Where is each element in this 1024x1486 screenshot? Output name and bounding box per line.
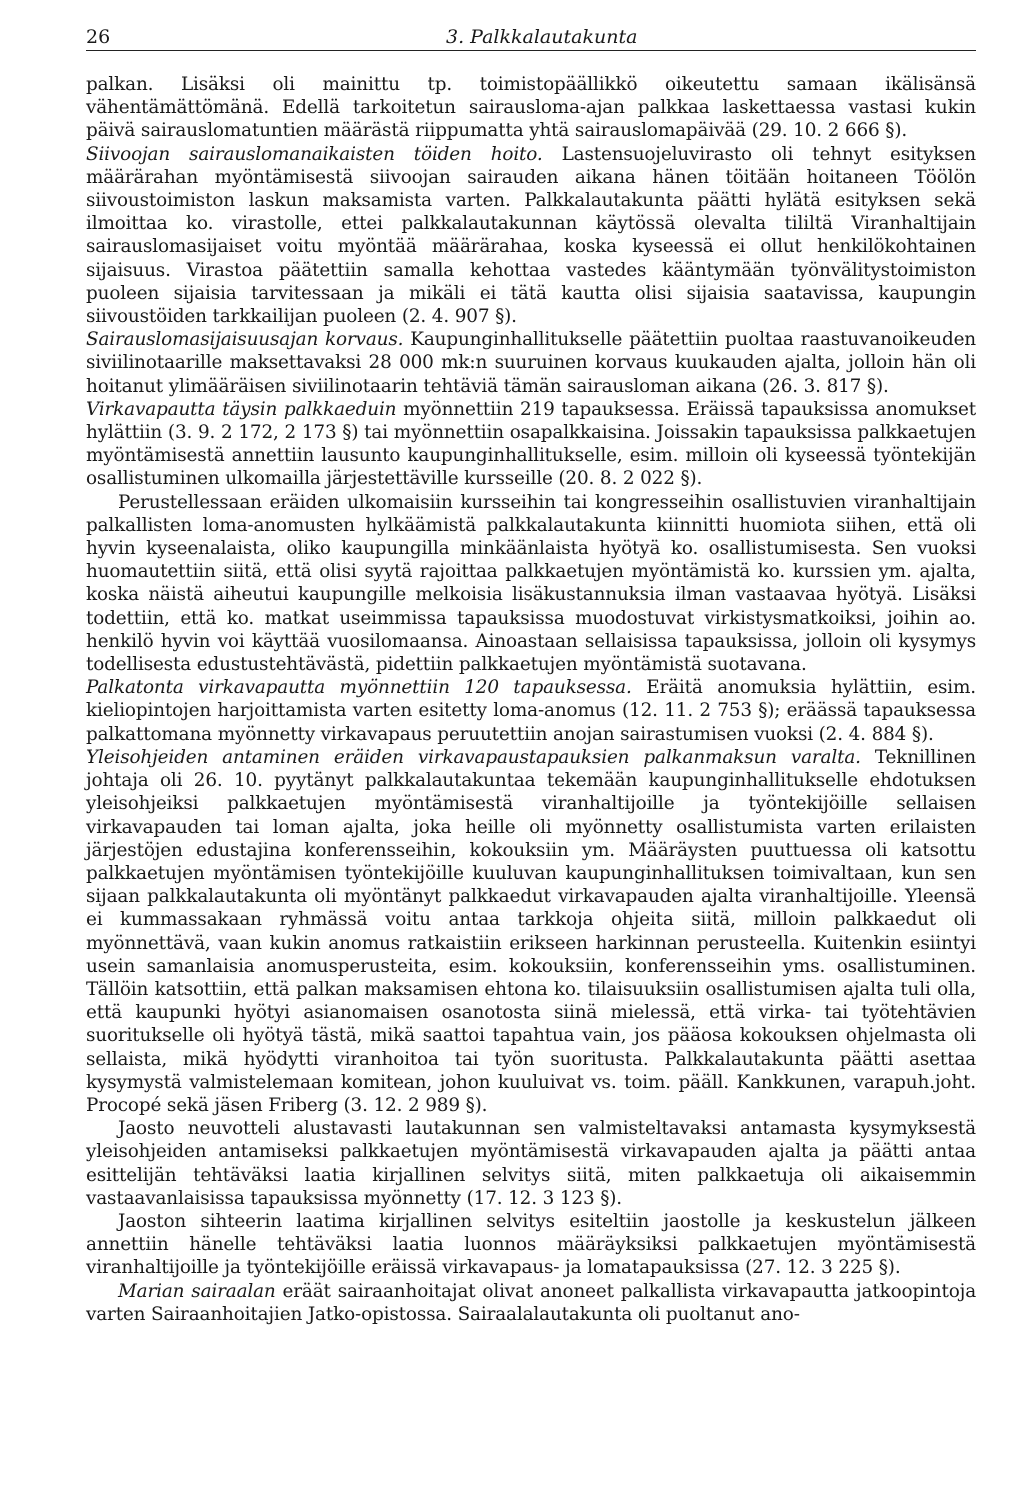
paragraph-6 [86,676,976,746]
paragraph-text: Kaupunginhallitukselle päätettiin puoltaa raastuvanoikeuden siviilinotaarille maksettavaksi 28 000 mk:n suuruinen korvaus kuukauden ajalta, jolloin hän oli hoitanut ylimääräisen siviilinotaarin tehtäviä tämän sairausloman aikana (26. 3. 817 §). [86,329,976,397]
document-page [86,20,976,1326]
paragraph-text: myönnettiin 219 tapauksessa. Eräissä tapauksissa anomukset hylättiin (3. 9. 2 172, 2 173 §) tai myönnettiin osapalkkaisina. Joissakin tapauksissa palkkaetujen myöntämisestä annettiin lausunto kaupunginhallitukselle, esim. milloin oli kyseessä työntekijän osallistuminen ulkomailla järjestettäville kursseille (20. 8. 2 022 §). [86,398,977,490]
paragraph-text: Lastensuojeluvirasto oli tehnyt esityksen määrärahan myöntämisestä siivoojan sairauden aikana hänen töitään hoitaneen Töölön siivoustoimiston laskun maksamista varten. Palkkalautakunta päätti hylätä esityksen sekä ilmoittaa ko. virastolle, ettei palkkalautakunnan käytössä olevalta tililtä Viranhaltijain sairauslomasijaiset voitu myöntää määrärahaa, koska kyseessä ei ollut henkilökohtainen sijaisuus. Virastoa päätettiin samalla kehottaa vastedes kääntymään työnvälitystoimiston puoleen sijaisia tarvitessaan ja mikäli ei tätä kautta olisi sijaisia saatavissa, kaupungin siivoustöiden tarkkailijan puoleen (2. 4. 907 §). [86,143,976,328]
running-title: 3. Palkkalautakunta [446,26,638,48]
paragraph-4 [86,398,976,491]
paragraph-lead: Siivoojan sairauslomanaikaisten töiden hoito. [86,143,543,165]
paragraph-text: Teknillinen johtaja oli 26. 10. pyytänyt palkkalautakuntaa tekemään kaupunginhallitukselle ehdotuksen yleisohjeiksi palkkaetujen myöntämisestä viranhaltijoille ja työntekijöille sellaisen virkavapauden tai loman ajalta, joka heille oli myönnetty osallistumista varten erilaisten järjestöjen edustajina konferensseihin, kokouksiin ym. Määräysten puuttuessa oli katsottu palkkaetujen myöntämisen työntekijöille kuuluvan kaupunginhallituksen toimivaltaan, kun sen sijaan palkkalautakunta oli myöntänyt palkkaedut virkavapauden ajalta viranhaltijoille. Yleensä ei kummassakaan ryhmässä voitu antaa tarkkoja ohjeita siitä, milloin palkkaedut oli myönnettävä, vaan kukin anomus ratkaistiin erikseen harkinnan perusteella. Kuitenkin esiintyi usein samanlaisia anomusperusteita, esim. kokouksiin, konferensseihin yms. osallistuminen. Tällöin katsottiin, että palkan maksamisen ehtona ko. tilaisuuksiin osallistumisen ajalta tuli olla, että kaupunki hyötyi asianomaisen osanotosta siinä mielessä, että virka- tai työtehtävien suoritukselle oli hyötyä tästä, mikä saattoi tapahtua vain, jos pääosa kokouksen ohjelmasta oli sellaista, mikä hyödytti viranhoitoa tai työn suoritusta. Palkkalautakunta päätti asettaa kysymystä valmistelemaan komitean, johon kuuluivat vs. toim. pääll. Kankkunen, varapuh.joht. Procopé sekä jäsen Friberg (3. 12. 2 989 §). [86,746,976,1116]
paragraph-text: Eräitä anomuksia hylättiin, esim. kieliopintojen harjoittamista varten esitetty loma-anomus (12. 11. 2 753 §); eräässä tapauksessa palkattomana myönnetty virkavapaus peruutettiin anojan sairastumisen vuoksi (2. 4. 884 §). [86,677,976,745]
paragraph-2 [86,143,976,329]
paragraph-text: Jaoston sihteerin laatima kirjallinen selvitys esiteltiin jaostolle ja keskustelun jälkeen annettiin hänelle tehtäväksi laatia luonnos määräyksiksi palkkaetujen myöntämisestä viranhaltijoille ja työntekijöille eräissä virkavapaus- ja lomatapauksissa (27. 12. 3 225 §). [86,1210,976,1279]
paragraph-text: Perustellessaan eräiden ulkomaisiin kursseihin tai kongresseihin osallistuvien viranhaltijain palkallisten loma-anomusten hylkäämistä palkkalautakunta kiinnitti huomiota siihen, että oli hyvin kyseenalaista, oliko kaupungilla minkäänlaista hyötyä ko. osallistumisesta. Sen vuoksi huomautettiin siitä, että olisi syytä rajoittaa palkkaetujen myöntämistä ko. kurssien ym. ajalta, koska näistä aiheutui kaupungille melkoisia lisäkustannuksia ilman vastaavaa hyötyä. Lisäksi todettiin, että ko. matkat useimmissa tapauksissa muodostuvat virkistysmatkoiksi, joihin ao. henkilö hyvin voi käyttää vuosilomaansa. Ainoastaan sellaisissa tapauksissa, jolloin oli kysymys todellisesta edustustehtävästä, pidettiin palkkaetujen myöntämistä suotavana. [86,491,976,676]
paragraph-7 [86,746,976,1117]
paragraph-lead: Palkatonta virkavapautta myönnettiin 120 tapauksessa. [86,677,632,699]
paragraph-lead: Virkavapautta täysin palkkaeduin [86,398,397,420]
paragraph-text: palkan. Lisäksi oli mainittu tp. toimistopäällikkö oikeutettu samaan ikälisänsä vähentämättömänä. Edellä tarkoitetun sairausloma-ajan palkkaa laskettaessa vastasi kukin päivä sairauslomatuntien määrästä riippumatta yhtä sairauslomapäivää (29. 10. 2 666 §). [86,74,976,142]
paragraph-10 [86,1280,976,1326]
paragraph-text: eräät sairaanhoitajat olivat anoneet palkallista virkavapautta jatkoopintoja varten Sairaanhoitajien Jatko-opistossa. Sairaalalautakunta oli puoltanut ano- [86,1280,977,1325]
running-header [86,20,976,51]
paragraph-3 [86,328,976,398]
paragraph-1 [86,73,976,143]
page-number: 26 [86,26,111,48]
paragraph-9 [86,1210,976,1280]
body-text [86,73,976,1326]
paragraph-8 [86,1117,976,1210]
paragraph-lead: Marian sairaalan [118,1280,276,1302]
paragraph-lead: Yleisohjeiden antaminen eräiden virkavapaustapauksien palkanmaksun varalta. [86,746,861,768]
paragraph-lead: Sairauslomasijaisuusajan korvaus. [86,329,404,351]
paragraph-text: Jaosto neuvotteli alustavasti lautakunnan sen valmisteltavaksi antamasta kysymyksestä yleisohjeiden antamiseksi palkkaetujen myöntämisestä virkavapauden ajalta ja päätti antaa esittelijän tehtäväksi laatia kirjallinen selvitys siitä, miten palkkaetuja oli aikaisemmin vastaavanlaisissa tapauksissa myönnetty (17. 12. 3 123 §). [86,1118,976,1209]
paragraph-5 [86,491,976,677]
